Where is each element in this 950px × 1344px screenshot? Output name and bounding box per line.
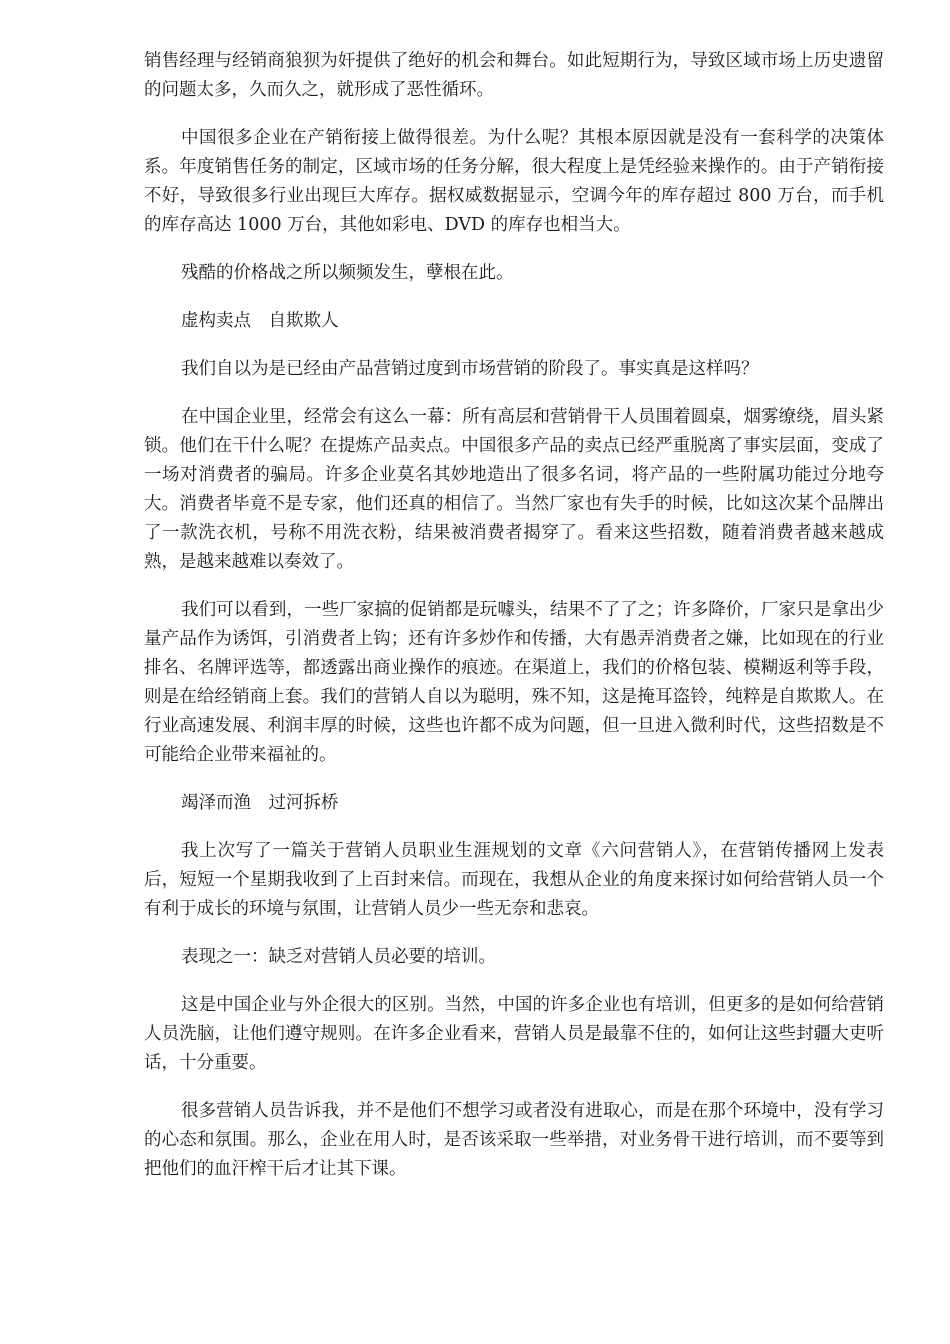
paragraph-foreign-companies: 这是中国企业与外企很大的区别。当然，中国的许多企业也有培训，但更多的是如何给营销人员洗脑，让他们遵守规则。在许多企业看来，营销人员是最靠不住的，如何让这些封疆大吏听话，十分重要。 xyxy=(144,995,884,1073)
paragraph-career-article: 我上次写了一篇关于营销人员职业生涯规划的文章《六问营销人》，在营销传播网上发表后，短短一个星期我收到了上百封来信。而现在，我想从企业的角度来探讨如何给营销人员一个有利于成长的环境与氛围，让营销人员少一些无奈和悲哀。 xyxy=(144,841,884,919)
section-heading-drain-pond: 竭泽而渔 过河拆桥 xyxy=(181,793,339,813)
paragraph-learning-environment: 很多营销人员告诉我，并不是他们不想学习或者没有进取心，而是在那个环境中，没有学习的心态和氛围。那么，企业在用人时，是否该采取一些举措，对业务骨干进行培训，而不要等到把他们的血汗榨干后才让其下课。 xyxy=(144,1101,884,1179)
paragraph-promotion-tricks: 我们可以看到，一些厂家搞的促销都是玩噱头，结果不了了之；许多降价，厂家只是拿出少量产品作为诱饵，引消费者上钩；还有许多炒作和传播，大有愚弄消费者之嫌，比如现在的行业排名、名牌评选等，都透露出商业操作的痕迹。在渠道上，我们的价格包装、模糊返利等手段，则是在给经销商上套。我们的营销人自以为聪明，殊不知，这是掩耳盗铃，纯粹是自欺欺人。在行业高速发展、利润丰厚的时候，这些也许都不成为问题，但一旦进入微利时代，这些招数是不可能给企业带来福祉的。 xyxy=(144,600,884,765)
paragraph-selling-points: 在中国企业里，经常会有这么一幕：所有高层和营销骨干人员围着圆桌，烟雾缭绕，眉头紧锁。他们在干什么呢？在提炼产品卖点。中国很多产品的卖点已经严重脱离了事实层面，变成了一场对消费者的骗局。许多企业莫名其妙地造出了很多名词，将产品的一些附属功能过分地夸大。消费者毕竟不是专家，他们还真的相信了。当然厂家也有失手的时候，比如这次某个品牌出了一款洗衣机，号称不用洗衣粉，结果被消费者揭穿了。看来这些招数，随着消费者越来越成熟，是越来越难以奏效了。 xyxy=(144,407,884,572)
paragraph-production-sales: 中国很多企业在产销衔接上做得很差。为什么呢？其根本原因就是没有一套科学的决策体系。年度销售任务的制定，区域市场的任务分解，很大程度上是凭经验来操作的。由于产销衔接不好，导致很多行业出现巨大库存。据权威数据显示，空调今年的库存超过 800 万台，而手机的库存高达 1000 万台，其他如彩电、DVD 的库存也相当大。 xyxy=(144,128,884,235)
paragraph-continuation: 销售经理与经销商狼狈为奸提供了绝好的机会和舞台。如此短期行为，导致区域市场上历史遗留的问题太多，久而久之，就形成了恶性循环。 xyxy=(144,51,884,100)
paragraph-price-war: 残酷的价格战之所以频频发生，孽根在此。 xyxy=(181,263,514,283)
document-page xyxy=(144,47,884,1203)
paragraph-lack-of-training: 表现之一：缺乏对营销人员必要的培训。 xyxy=(181,947,496,967)
paragraph-marketing-stage: 我们自以为是已经由产品营销过度到市场营销的阶段了。事实真是这样吗？ xyxy=(181,359,759,379)
section-heading-fake-selling-points: 虚构卖点 自欺欺人 xyxy=(181,311,339,331)
